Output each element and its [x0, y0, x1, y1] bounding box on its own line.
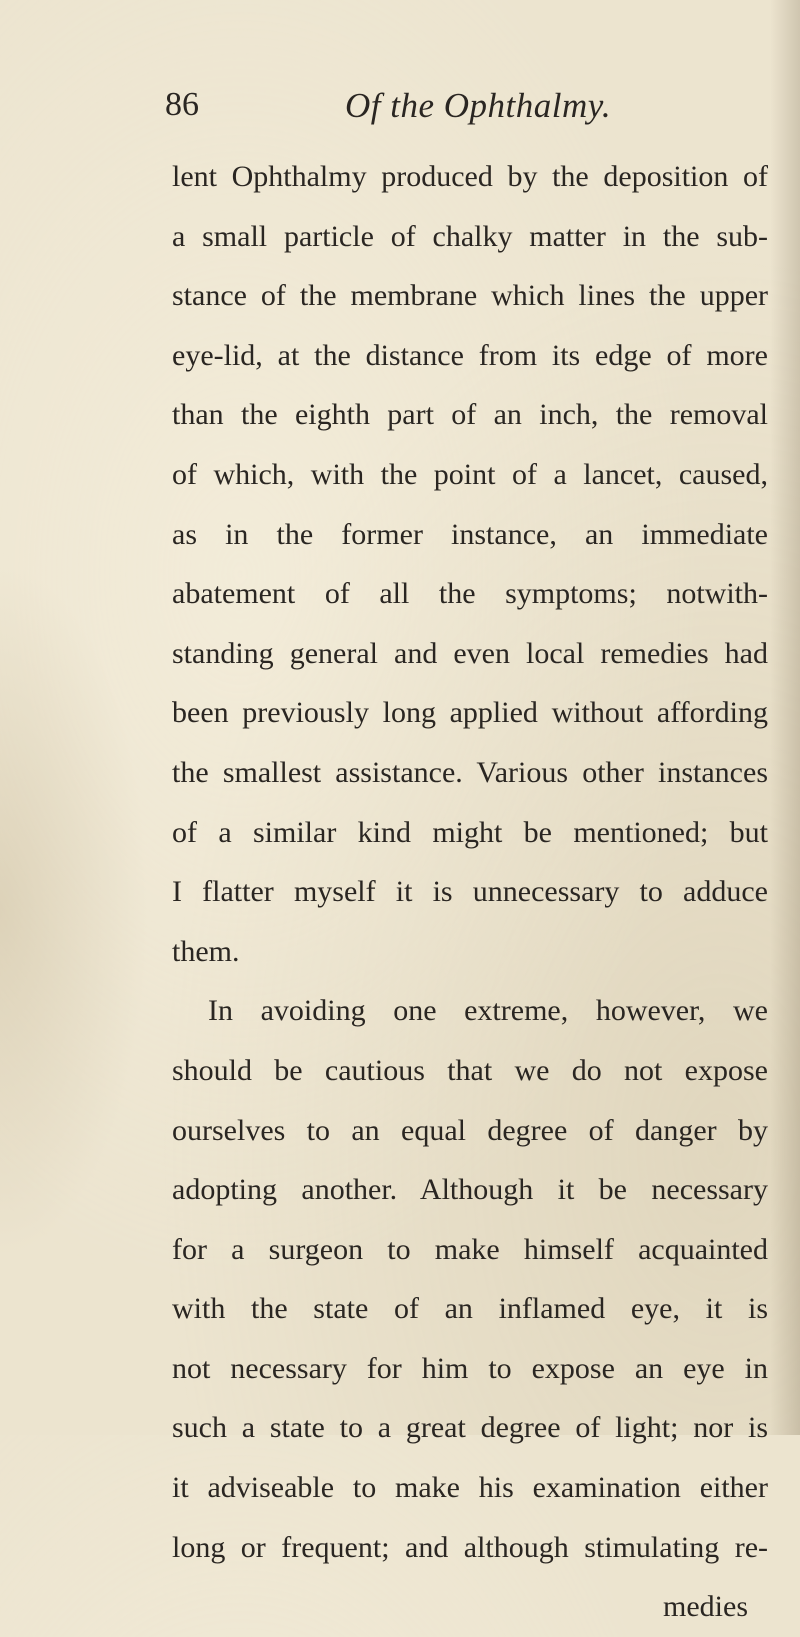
text-line: long or frequent; and although stimulating re-: [172, 1530, 768, 1564]
paragraph-start-line: In avoiding one extreme, however, we: [208, 994, 768, 1028]
text-line: ourselves to an equal degree of danger by: [172, 1113, 768, 1147]
text-line: as in the former instance, an immediate: [172, 517, 768, 551]
text-line: for a surgeon to make himself acquainted: [172, 1232, 768, 1266]
page-edge-shadow: [770, 0, 800, 1435]
text-line: adopting another. Although it be necessary: [172, 1173, 768, 1207]
text-line: standing general and even local remedies had: [172, 636, 768, 670]
body-text: [172, 147, 768, 1637]
catchword: medies: [663, 1590, 748, 1624]
text-line: of which, with the point of a lancet, caused,: [172, 457, 768, 491]
page-stain: [0, 560, 150, 1260]
text-line: not necessary for him to expose an eye in: [172, 1351, 768, 1385]
text-line: with the state of an inflamed eye, it is: [172, 1292, 768, 1326]
text-line: a small particle of chalky matter in the sub-: [172, 219, 768, 253]
page-number: 86: [165, 86, 199, 123]
text-line: the smallest assistance. Various other instances: [172, 755, 768, 789]
text-line: them.: [172, 934, 240, 968]
text-line: should be cautious that we do not expose: [172, 1053, 768, 1087]
running-title: Of the Ophthalmy.: [345, 86, 612, 125]
page-header: [165, 86, 725, 136]
text-line: eye-lid, at the distance from its edge of more: [172, 338, 768, 372]
text-line: of a similar kind might be mentioned; but: [172, 815, 768, 849]
text-line: such a state to a great degree of light; nor is: [172, 1411, 768, 1445]
text-line: than the eighth part of an inch, the removal: [172, 398, 768, 432]
text-line: I flatter myself it is unnecessary to adduce: [172, 875, 768, 909]
text-line: abatement of all the symptoms; notwith-: [172, 577, 768, 611]
text-line: been previously long applied without affording: [172, 696, 768, 730]
text-line: it adviseable to make his examination either: [172, 1471, 768, 1505]
text-line: lent Ophthalmy produced by the deposition of: [172, 160, 768, 193]
text-line: stance of the membrane which lines the upper: [172, 279, 768, 313]
